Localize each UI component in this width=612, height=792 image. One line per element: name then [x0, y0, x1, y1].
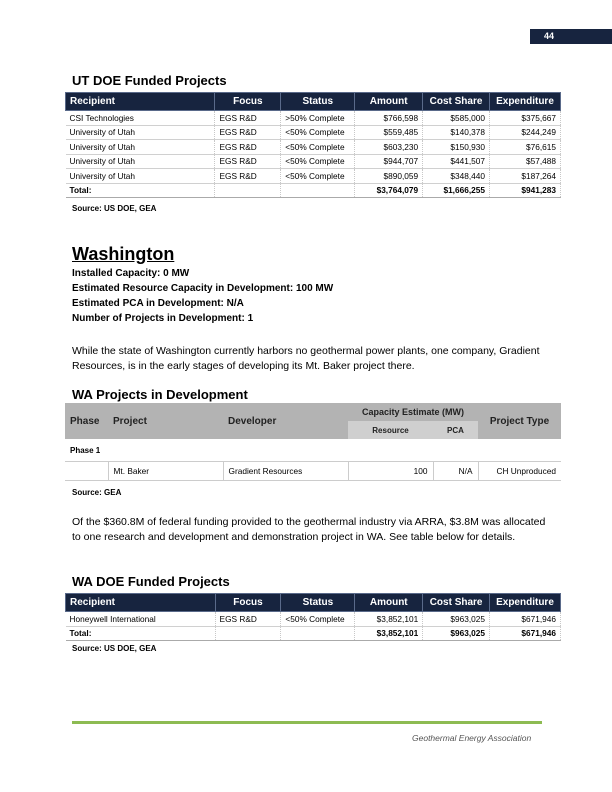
col-header-resource: Resource — [348, 421, 433, 439]
wa-dev-table — [65, 403, 561, 481]
cell-developer: Gradient Resources — [223, 462, 348, 481]
cell-cost-share: $441,507 — [423, 154, 490, 169]
cell-status: <50% Complete — [281, 140, 355, 155]
stat-installed-capacity: Installed Capacity: 0 MW — [72, 268, 190, 279]
col-header-status: Status — [281, 93, 355, 111]
wa-table-title: WA DOE Funded Projects — [72, 574, 230, 589]
col-header-developer: Developer — [223, 403, 348, 439]
cell-cost-share: $585,000 — [423, 111, 490, 126]
total-label: Total: — [66, 626, 216, 641]
total-row — [66, 626, 561, 641]
cell-focus: EGS R&D — [215, 154, 281, 169]
cell-status: <50% Complete — [281, 125, 355, 140]
table-header-row — [66, 93, 561, 111]
ut-funded-table — [65, 92, 561, 198]
page-number: 44 — [530, 29, 612, 44]
table-header-row — [66, 594, 561, 612]
col-header-project-type: Project Type — [478, 403, 561, 439]
ut-source: Source: US DOE, GEA — [72, 204, 157, 213]
cell-cost-share: $348,440 — [423, 169, 490, 184]
wa-source: Source: US DOE, GEA — [72, 644, 157, 653]
cell-cost-share: $140,378 — [423, 125, 490, 140]
wa-dev-source: Source: GEA — [72, 488, 122, 497]
stat-project-count: Number of Projects in Development: 1 — [72, 313, 254, 324]
total-row — [66, 183, 561, 198]
cell-recipient: CSI Technologies — [66, 111, 215, 126]
phase-label: Phase 1 — [65, 439, 561, 462]
col-header-project: Project — [108, 403, 223, 439]
cell-project-type: CH Unproduced — [478, 462, 561, 481]
table-row — [66, 169, 561, 184]
cell-expenditure: $671,946 — [490, 612, 561, 627]
table-row — [66, 125, 561, 140]
cell-status: <50% Complete — [281, 612, 355, 627]
cell-amount: $559,485 — [355, 125, 423, 140]
total-amount: $3,764,079 — [355, 183, 423, 198]
col-header-cost-share: Cost Share — [423, 594, 490, 612]
stat-pca: Estimated PCA in Development: N/A — [72, 298, 244, 309]
cell-status: <50% Complete — [281, 154, 355, 169]
footer-publisher: Geothermal Energy Association — [412, 733, 532, 743]
total-label: Total: — [66, 183, 215, 198]
cell-expenditure: $76,615 — [489, 140, 560, 155]
cell-focus: EGS R&D — [215, 111, 281, 126]
cell-focus: EGS R&D — [215, 612, 281, 627]
stat-resource-capacity: Estimated Resource Capacity in Development: 100 MW — [72, 283, 334, 294]
total-amount: $3,852,101 — [355, 626, 423, 641]
table-row — [66, 140, 561, 155]
cell-amount: $3,852,101 — [355, 612, 423, 627]
arra-paragraph: Of the $360.8M of federal funding provided to the geothermal industry via ARRA, $3.8M was allocated to one research and development and demonstration project in WA. See table below for details. — [72, 516, 546, 543]
cell-amount: $766,598 — [355, 111, 423, 126]
total-expenditure: $941,283 — [489, 183, 560, 198]
table-row — [66, 612, 561, 627]
col-header-focus: Focus — [215, 93, 281, 111]
intro-paragraph: While the state of Washington currently harbors no geothermal power plants, one company, Gradient Resources, is in the early stages of developing its Mt. Baker project there. — [72, 345, 540, 372]
col-header-focus: Focus — [215, 594, 281, 612]
cell-expenditure: $375,667 — [489, 111, 560, 126]
cell-expenditure: $187,264 — [489, 169, 560, 184]
wa-dev-table-title: WA Projects in Development — [72, 387, 248, 402]
cell-amount: $944,707 — [355, 154, 423, 169]
cell-pca: N/A — [433, 462, 478, 481]
col-header-phase: Phase — [65, 403, 108, 439]
col-header-amount: Amount — [355, 93, 423, 111]
cell-status: >50% Complete — [281, 111, 355, 126]
cell-project: Mt. Baker — [108, 462, 223, 481]
table-row — [65, 462, 561, 481]
table-row — [66, 154, 561, 169]
cell-status: <50% Complete — [281, 169, 355, 184]
cell-recipient: University of Utah — [66, 154, 215, 169]
table-row — [66, 111, 561, 126]
total-cost-share: $1,666,255 — [423, 183, 490, 198]
ut-table-title: UT DOE Funded Projects — [72, 73, 227, 88]
cell-amount: $603,230 — [355, 140, 423, 155]
cell-recipient: Honeywell International — [66, 612, 216, 627]
cell-focus: EGS R&D — [215, 140, 281, 155]
col-header-recipient: Recipient — [66, 93, 215, 111]
col-header-pca: PCA — [433, 421, 478, 439]
state-stats — [72, 266, 333, 326]
cell-expenditure: $57,488 — [489, 154, 560, 169]
cell-recipient: University of Utah — [66, 125, 215, 140]
cell-amount: $890,059 — [355, 169, 423, 184]
total-expenditure: $671,946 — [490, 626, 561, 641]
cell-cost-share: $963,025 — [423, 612, 490, 627]
footer-rule — [72, 721, 542, 724]
col-header-cost-share: Cost Share — [423, 93, 490, 111]
cell-focus: EGS R&D — [215, 169, 281, 184]
wa-funded-table — [65, 593, 561, 641]
col-header-capacity: Capacity Estimate (MW) — [348, 403, 478, 421]
col-header-expenditure: Expenditure — [490, 594, 561, 612]
total-cost-share: $963,025 — [423, 626, 490, 641]
state-heading: Washington — [72, 244, 175, 264]
cell-cost-share: $150,930 — [423, 140, 490, 155]
col-header-amount: Amount — [355, 594, 423, 612]
cell-recipient: University of Utah — [66, 140, 215, 155]
col-header-recipient: Recipient — [66, 594, 216, 612]
col-header-expenditure: Expenditure — [489, 93, 560, 111]
cell-expenditure: $244,249 — [489, 125, 560, 140]
cell-focus: EGS R&D — [215, 125, 281, 140]
col-header-status: Status — [281, 594, 355, 612]
cell-resource: 100 — [348, 462, 433, 481]
cell-recipient: University of Utah — [66, 169, 215, 184]
